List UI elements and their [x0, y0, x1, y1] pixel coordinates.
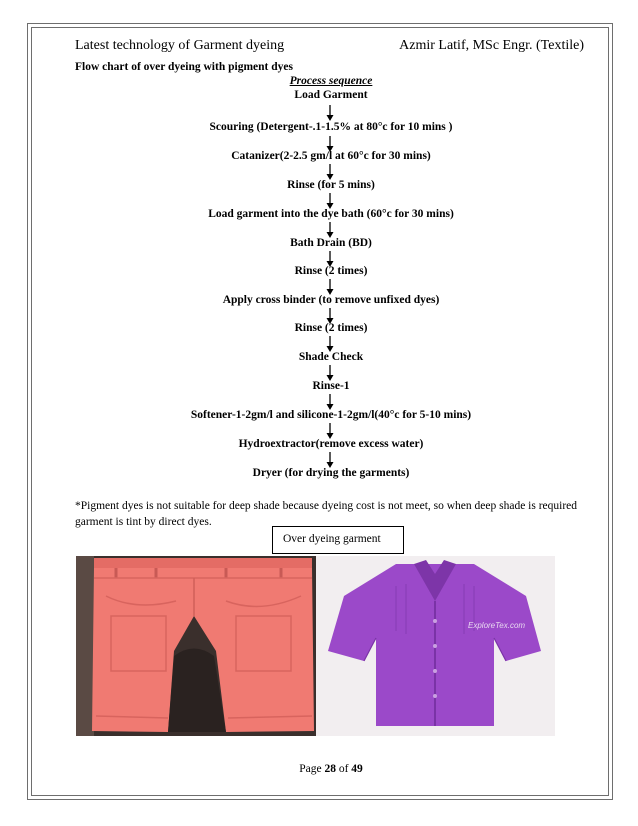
photo-caption: Over dyeing garment — [272, 526, 404, 554]
current-page-number: 28 — [324, 763, 336, 775]
shirt-photo — [316, 556, 555, 736]
photo-watermark: ExploreTex.com — [468, 621, 526, 630]
flow-step-bath-drain: Bath Drain (BD) — [290, 237, 372, 249]
flow-step-rinse-5-mins: Rinse (for 5 mins) — [287, 179, 375, 191]
down-arrow-icon — [325, 394, 335, 410]
down-arrow-icon — [325, 423, 335, 439]
down-arrow-icon — [325, 164, 335, 180]
flow-step-shade-check: Shade Check — [298, 351, 364, 363]
page-number-footer — [0, 763, 638, 775]
flow-step-rinse-1: Rinse-1 — [312, 380, 350, 392]
shirt-illustration — [316, 556, 555, 736]
flow-step-catanizer: Catanizer(2-2.5 gm/l at 60°c for 30 mins) — [231, 150, 431, 162]
header-document-title: Latest technology of Garment dyeing — [75, 38, 285, 53]
page-of-label: of — [338, 763, 349, 775]
flow-step-scouring: Scouring (Detergent-.1-1.5% at 80°c for 10 mins ) — [209, 121, 453, 133]
flow-step-rinse-2-times-second: Rinse (2 times) — [294, 322, 368, 334]
pigment-dye-note: *Pigment dyes is not suitable for deep shade because dyeing cost is not meet, so when deep shade is required garment is tint by direct dyes. — [75, 500, 578, 528]
flow-step-load-garment: Load Garment — [294, 89, 368, 101]
down-arrow-icon — [325, 279, 335, 295]
button-icon — [433, 619, 437, 623]
down-arrow-icon — [325, 452, 335, 468]
total-pages-number: 49 — [351, 763, 363, 775]
process-sequence-heading: Process sequence — [289, 75, 373, 87]
flow-step-dryer: Dryer (for drying the garments) — [252, 467, 410, 479]
down-arrow-icon — [325, 365, 335, 381]
flow-chart-title: Flow chart of over dyeing with pigment dyes — [75, 61, 293, 73]
button-icon — [433, 694, 437, 698]
down-arrow-icon — [325, 222, 335, 238]
button-icon — [433, 669, 437, 673]
down-arrow-icon — [325, 336, 335, 352]
header-author: Azmir Latif, MSc Engr. (Textile) — [399, 38, 584, 53]
down-arrow-icon — [325, 193, 335, 209]
shorts-photo — [76, 556, 316, 736]
flow-step-rinse-2-times: Rinse (2 times) — [294, 265, 368, 277]
shorts-illustration — [76, 556, 316, 736]
button-icon — [433, 644, 437, 648]
flow-step-cross-binder: Apply cross binder (to remove unfixed dyes) — [222, 294, 440, 306]
flow-step-dye-bath: Load garment into the dye bath (60°c for 30 mins) — [208, 208, 454, 220]
down-arrow-icon — [325, 105, 335, 121]
flow-step-softener: Softener-1-2gm/l and silicone-1-2gm/l(40°c for 5-10 mins) — [190, 409, 472, 421]
page-label: Page — [299, 763, 322, 775]
flow-step-hydroextractor: Hydroextractor(remove excess water) — [238, 438, 424, 450]
